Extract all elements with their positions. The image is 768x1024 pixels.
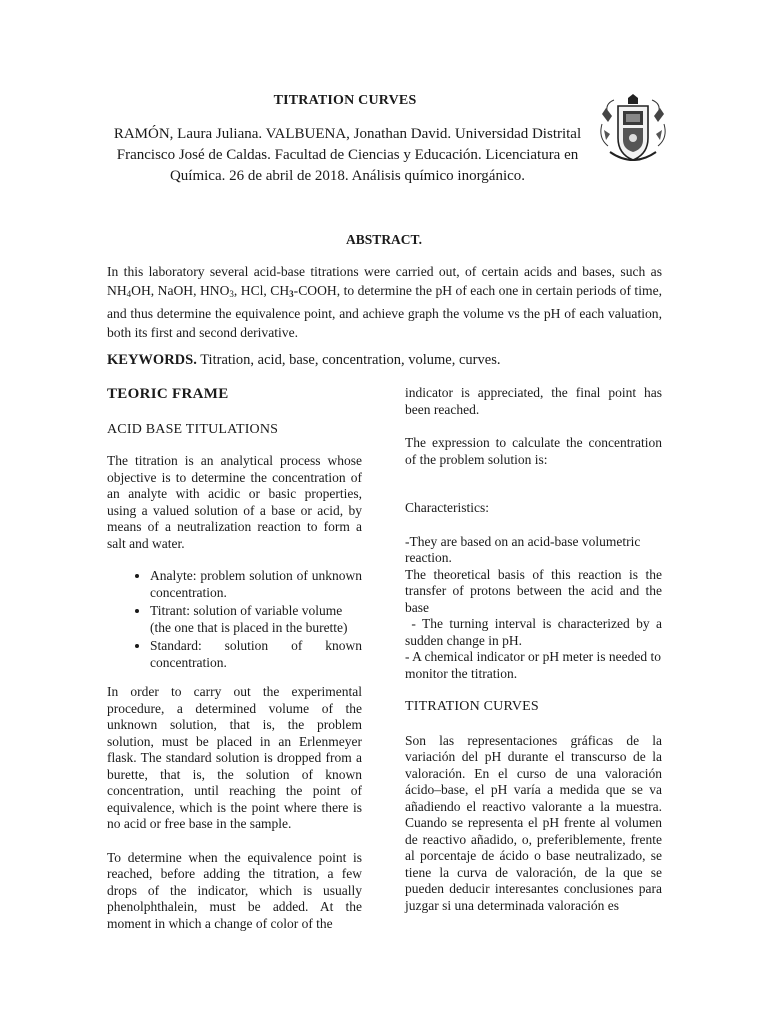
section-heading: TEORIC FRAME: [107, 386, 229, 402]
abstract-text-b: OH, NaOH, HNO: [131, 283, 230, 298]
authors-line-2: Francisco José de Caldas. Facultad de Ciencias y Educación. Licenciatura en: [116, 147, 579, 163]
abstract-text-a: In this laboratory several acid-base titrations were carried out, of certain acids and bases, such as NH: [107, 264, 662, 298]
paragraph: To determine when the equivalence point is reached, before adding the titration, a few drops of the indicator, which is usually phenolphthalein, must be added. At the moment in which a change of color of the: [107, 849, 362, 931]
left-column: [107, 386, 362, 932]
abstract-text-d: -COOH, to determine the pH of each one in certain periods of time, and thus determine the equivalence point, and achieve graph the volume vs the pH of each valuation, both its first and second derivative.: [107, 283, 662, 340]
subscript: 3: [229, 289, 234, 299]
subscript: 3: [289, 289, 294, 299]
subscript: 4: [126, 289, 132, 299]
keywords-label: KEYWORDS.: [107, 352, 197, 368]
characteristic-line: -They are based on an acid-base volumetric reaction.: [405, 533, 641, 565]
abstract-body: [107, 262, 662, 342]
right-column: [405, 385, 666, 914]
subsection-heading: TITRATION CURVES: [405, 699, 539, 714]
keywords-line: [107, 350, 667, 370]
paragraph: The titration is an analytical process whose objective is to determine the concentration of an analyte with acidic or basic properties, using a valued solution of a base or acid, by means of a neutralization reaction to form a salt and water.: [107, 453, 362, 551]
list-item: • Titrant: solution of variable volume (the one that is placed in the burette): [150, 603, 362, 636]
list-item: • Analyte: problem solution of unknown concentration.: [150, 568, 362, 601]
characteristic-line: - The turning interval is characterized by a sudden change in pH.: [405, 616, 666, 648]
paragraph: indicator is appreciated, the final point has been reached.: [405, 385, 662, 417]
authors-affiliation: [95, 124, 600, 187]
paragraph: The expression to calculate the concentration of the problem solution is:: [405, 435, 662, 467]
paragraph: In order to carry out the experimental procedure, a determined volume of the unknown solution, that is, the problem solution, must be placed in an Erlenmeyer flask. The standard solution is dropped from a burette, that is, the solution of known concentration, until reaching the point of equivalence, which is the point where there is no acid or free base in the sample.: [107, 684, 362, 831]
characteristic-line: - A chemical indicator or pH meter is needed to monitor the titration.: [405, 649, 662, 681]
university-seal-icon: [598, 94, 668, 166]
characteristic-line: The theoretical basis of this reaction is the transfer of protons between the acid and the base: [405, 566, 662, 615]
document-title: TITRATION CURVES: [273, 93, 417, 108]
subsection-heading: ACID BASE TITULATIONS: [107, 421, 279, 437]
abstract-text-c: , HCl, CH: [233, 283, 290, 298]
authors-line-3: Química. 26 de abril de 2018. Análisis químico inorgánico.: [169, 168, 526, 184]
authors-line-1: RAMÓN, Laura Juliana. VALBUENA, Jonathan David. Universidad Distrital: [113, 126, 582, 142]
abstract-heading: ABSTRACT.: [346, 232, 422, 247]
list-item: • Standard: solution of known concentration.: [150, 638, 362, 671]
keywords-text: Titration, acid, base, concentration, volume, curves.: [196, 352, 501, 368]
definition-list: [107, 568, 362, 671]
characteristics-label: Characteristics:: [405, 500, 489, 515]
paragraph: Son las representaciones gráficas de la variación del pH durante el transcurso de la valoración. En el curso de una valoración ácido–base, el pH varía a medida que se va añadiendo el reactivo valorante a la muestra. Cuando se representa el pH frente al volumen de reactivo añadido, o, preferiblemente, frente al porcentaje de ácido o base neutralizado, se tiene la curva de valoración, de la que se pueden deducir interesantes conclusiones para juzgar si una determinada valoración es: [405, 732, 662, 913]
